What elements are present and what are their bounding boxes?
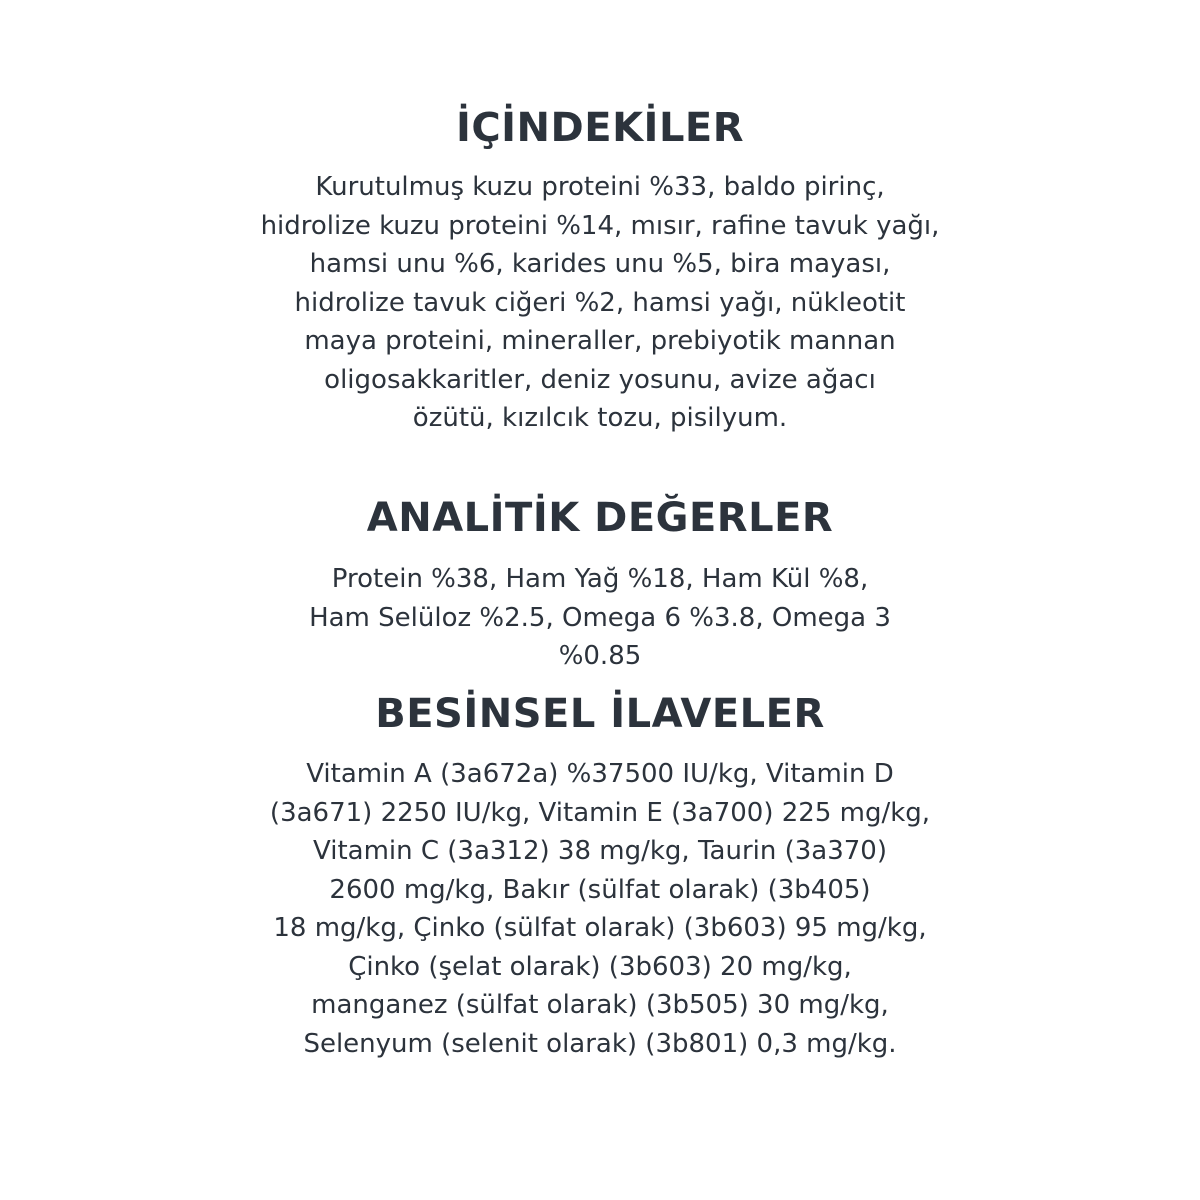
additives-line: (3a671) 2250 IU/kg, Vitamin E (3a700) 225 mg/kg, [269, 797, 931, 828]
additives-line: 2600 mg/kg, Bakır (sülfat olarak) (3b405) [329, 874, 871, 905]
additives-text [0, 755, 1200, 1063]
ingredients-line: oligosakkaritler, deniz yosunu, avize ağacı [324, 364, 876, 395]
additives-line: Selenyum (selenit olarak) (3b801) 0,3 mg/kg. [303, 1028, 897, 1059]
ingredients-line: maya proteini, mineraller, prebiyotik mannan [304, 326, 896, 356]
ingredients-line: hamsi unu %6, karides unu %5, bira mayası, [309, 249, 891, 279]
ingredients-line: hidrolize kuzu proteini %14, mısır, rafine tavuk yağı, [260, 210, 940, 241]
additives-line: Vitamin C (3a312) 38 mg/kg, Taurin (3a370) [313, 836, 887, 866]
ingredients-line: Kurutulmuş kuzu proteini %33, baldo pirinç, [315, 172, 885, 202]
ingredients-text [0, 168, 1200, 438]
ingredients-heading: İÇİNDEKİLER [455, 105, 745, 151]
analytics-line: %0.85 [558, 641, 642, 671]
additives-line: Vitamin A (3a672a) %37500 IU/kg, Vitamin D [306, 759, 894, 789]
analytics-line: Protein %38, Ham Yağ %18, Ham Kül %8, [331, 564, 869, 594]
additives-line: manganez (sülfat olarak) (3b505) 30 mg/kg, [311, 990, 889, 1020]
ingredients-line: özütü, kızılcık tozu, pisilyum. [412, 403, 788, 433]
analytics-heading: ANALİTİK DEĞERLER [366, 495, 834, 541]
additives-heading: BESİNSEL İLAVELER [375, 691, 825, 737]
analytics-text [0, 560, 1200, 676]
analytics-line: Ham Selüloz %2.5, Omega 6 %3.8, Omega 3 [309, 602, 891, 633]
ingredients-line: hidrolize tavuk ciğeri %2, hamsi yağı, nükleotit [294, 287, 906, 318]
additives-line: Çinko (şelat olarak) (3b603) 20 mg/kg, [348, 951, 852, 982]
additives-line: 18 mg/kg, Çinko (sülfat olarak) (3b603) 95 mg/kg, [273, 913, 927, 943]
